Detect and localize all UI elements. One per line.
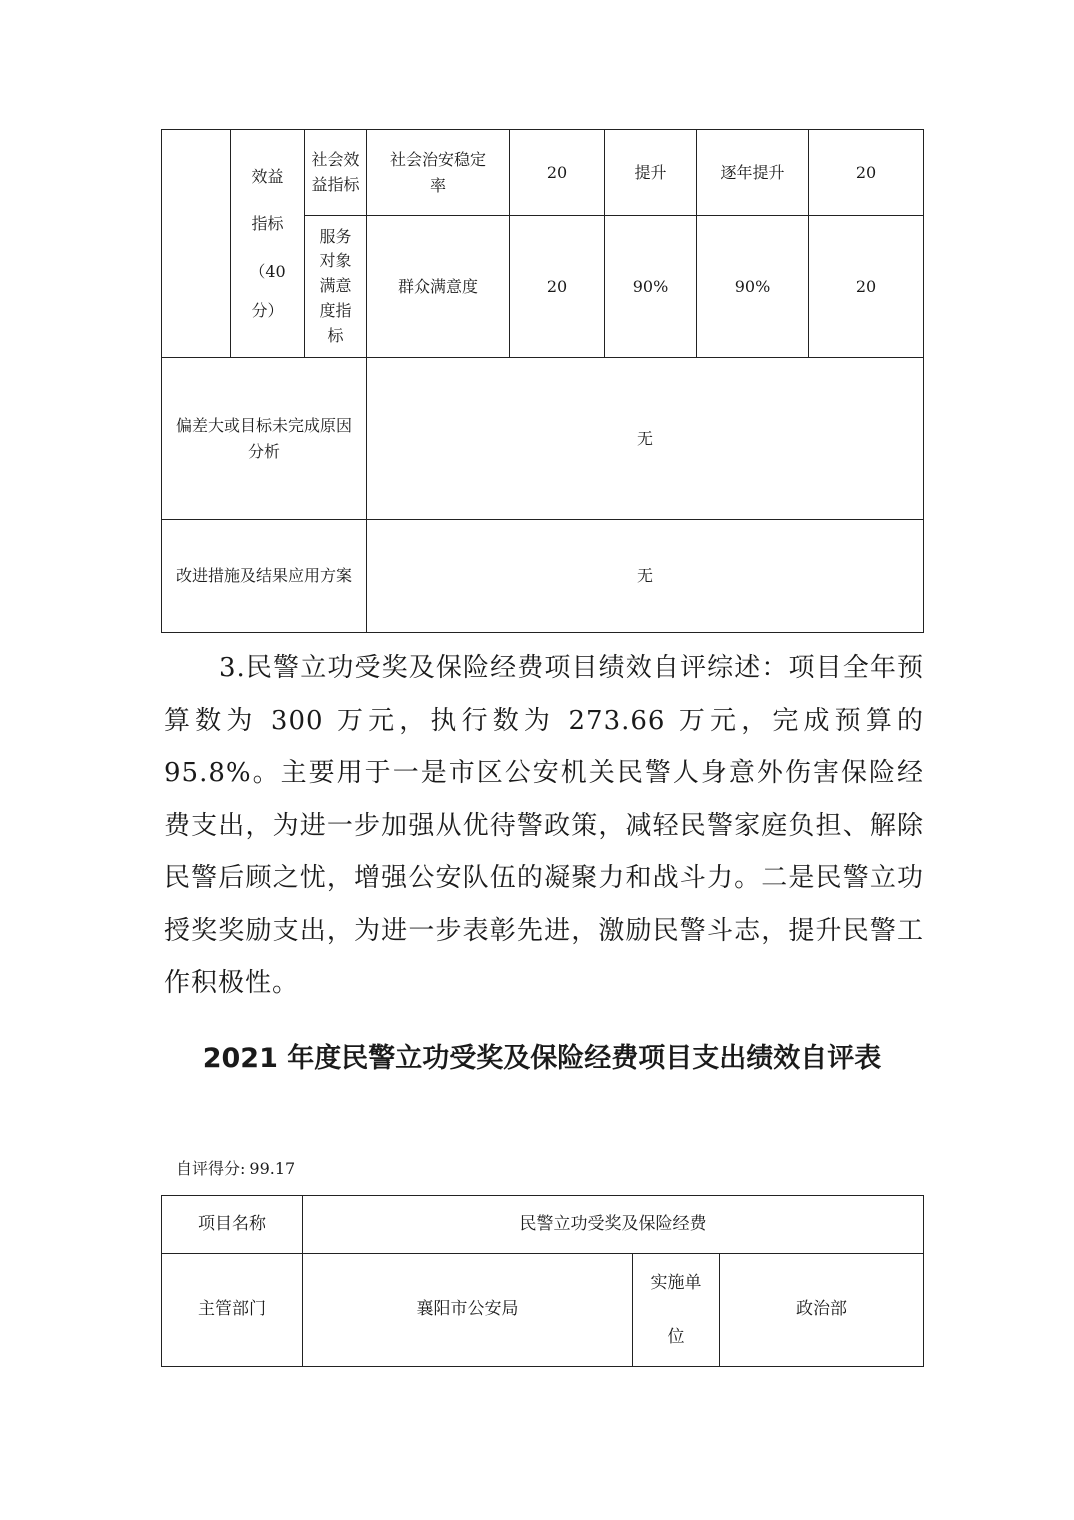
subcategory-cell: 服务对象满意度指标: [305, 216, 367, 358]
project-name-label: 项目名称: [162, 1196, 303, 1254]
self-score-label: 自评得分:: [176, 1159, 246, 1178]
project-name-value: 民警立功受奖及保险经费: [303, 1196, 924, 1254]
actual-cell: 逐年提升: [697, 130, 809, 216]
improvement-value: 无: [367, 520, 924, 633]
indicator-cell: 社会治安稳定率: [367, 130, 510, 216]
actual-cell: 90%: [697, 216, 809, 358]
deviation-label: 偏差大或目标未完成原因分析: [162, 358, 367, 520]
indicator-cell: 群众满意度: [367, 216, 510, 358]
self-score: [176, 1156, 295, 1179]
document-title: 2021 年度民警立功受奖及保险经费项目支出绩效自评表: [202, 1043, 882, 1074]
impl-unit-label: 实施单位: [633, 1254, 720, 1367]
score-cell: 20: [809, 130, 924, 216]
project-info-table: [161, 1195, 924, 1367]
blank-cell: [162, 130, 231, 358]
dept-value: 襄阳市公安局: [303, 1254, 633, 1367]
self-score-value: 99.17: [249, 1159, 296, 1178]
subcategory-cell: 社会效益指标: [305, 130, 367, 216]
dept-label: 主管部门: [162, 1254, 303, 1367]
target-cell: 90%: [605, 216, 697, 358]
weight-cell: 20: [510, 130, 605, 216]
category-text: 效益: [251, 167, 284, 187]
improvement-label: 改进措施及结果应用方案: [162, 520, 367, 633]
weight-cell: 20: [510, 216, 605, 358]
target-cell: 提升: [605, 130, 697, 216]
benefit-indicator-category: [231, 130, 305, 358]
performance-indicator-table: [161, 129, 924, 633]
impl-unit-value: 政治部: [720, 1254, 924, 1367]
category-text: 分）: [251, 300, 284, 320]
project-summary-paragraph: 3.民警立功受奖及保险经费项目绩效自评综述：项目全年预算数为 300 万元，执行数为 273.66 万元，完成预算的 95.8%。主要用于一是市区公安机关民警人身意外伤害保险经费支出，为进一步加强从优待警政策，减轻民警家庭负担、解除民警后顾之忧，增强公安队伍的凝聚力和战斗力。二是民警立功授奖奖励支出，为进一步表彰先进，激励民警斗志，提升民警工作积极性。: [164, 653, 924, 998]
score-cell: 20: [809, 216, 924, 358]
category-text: （40: [249, 261, 286, 281]
deviation-value: 无: [367, 358, 924, 520]
category-text: 指标: [251, 214, 284, 234]
